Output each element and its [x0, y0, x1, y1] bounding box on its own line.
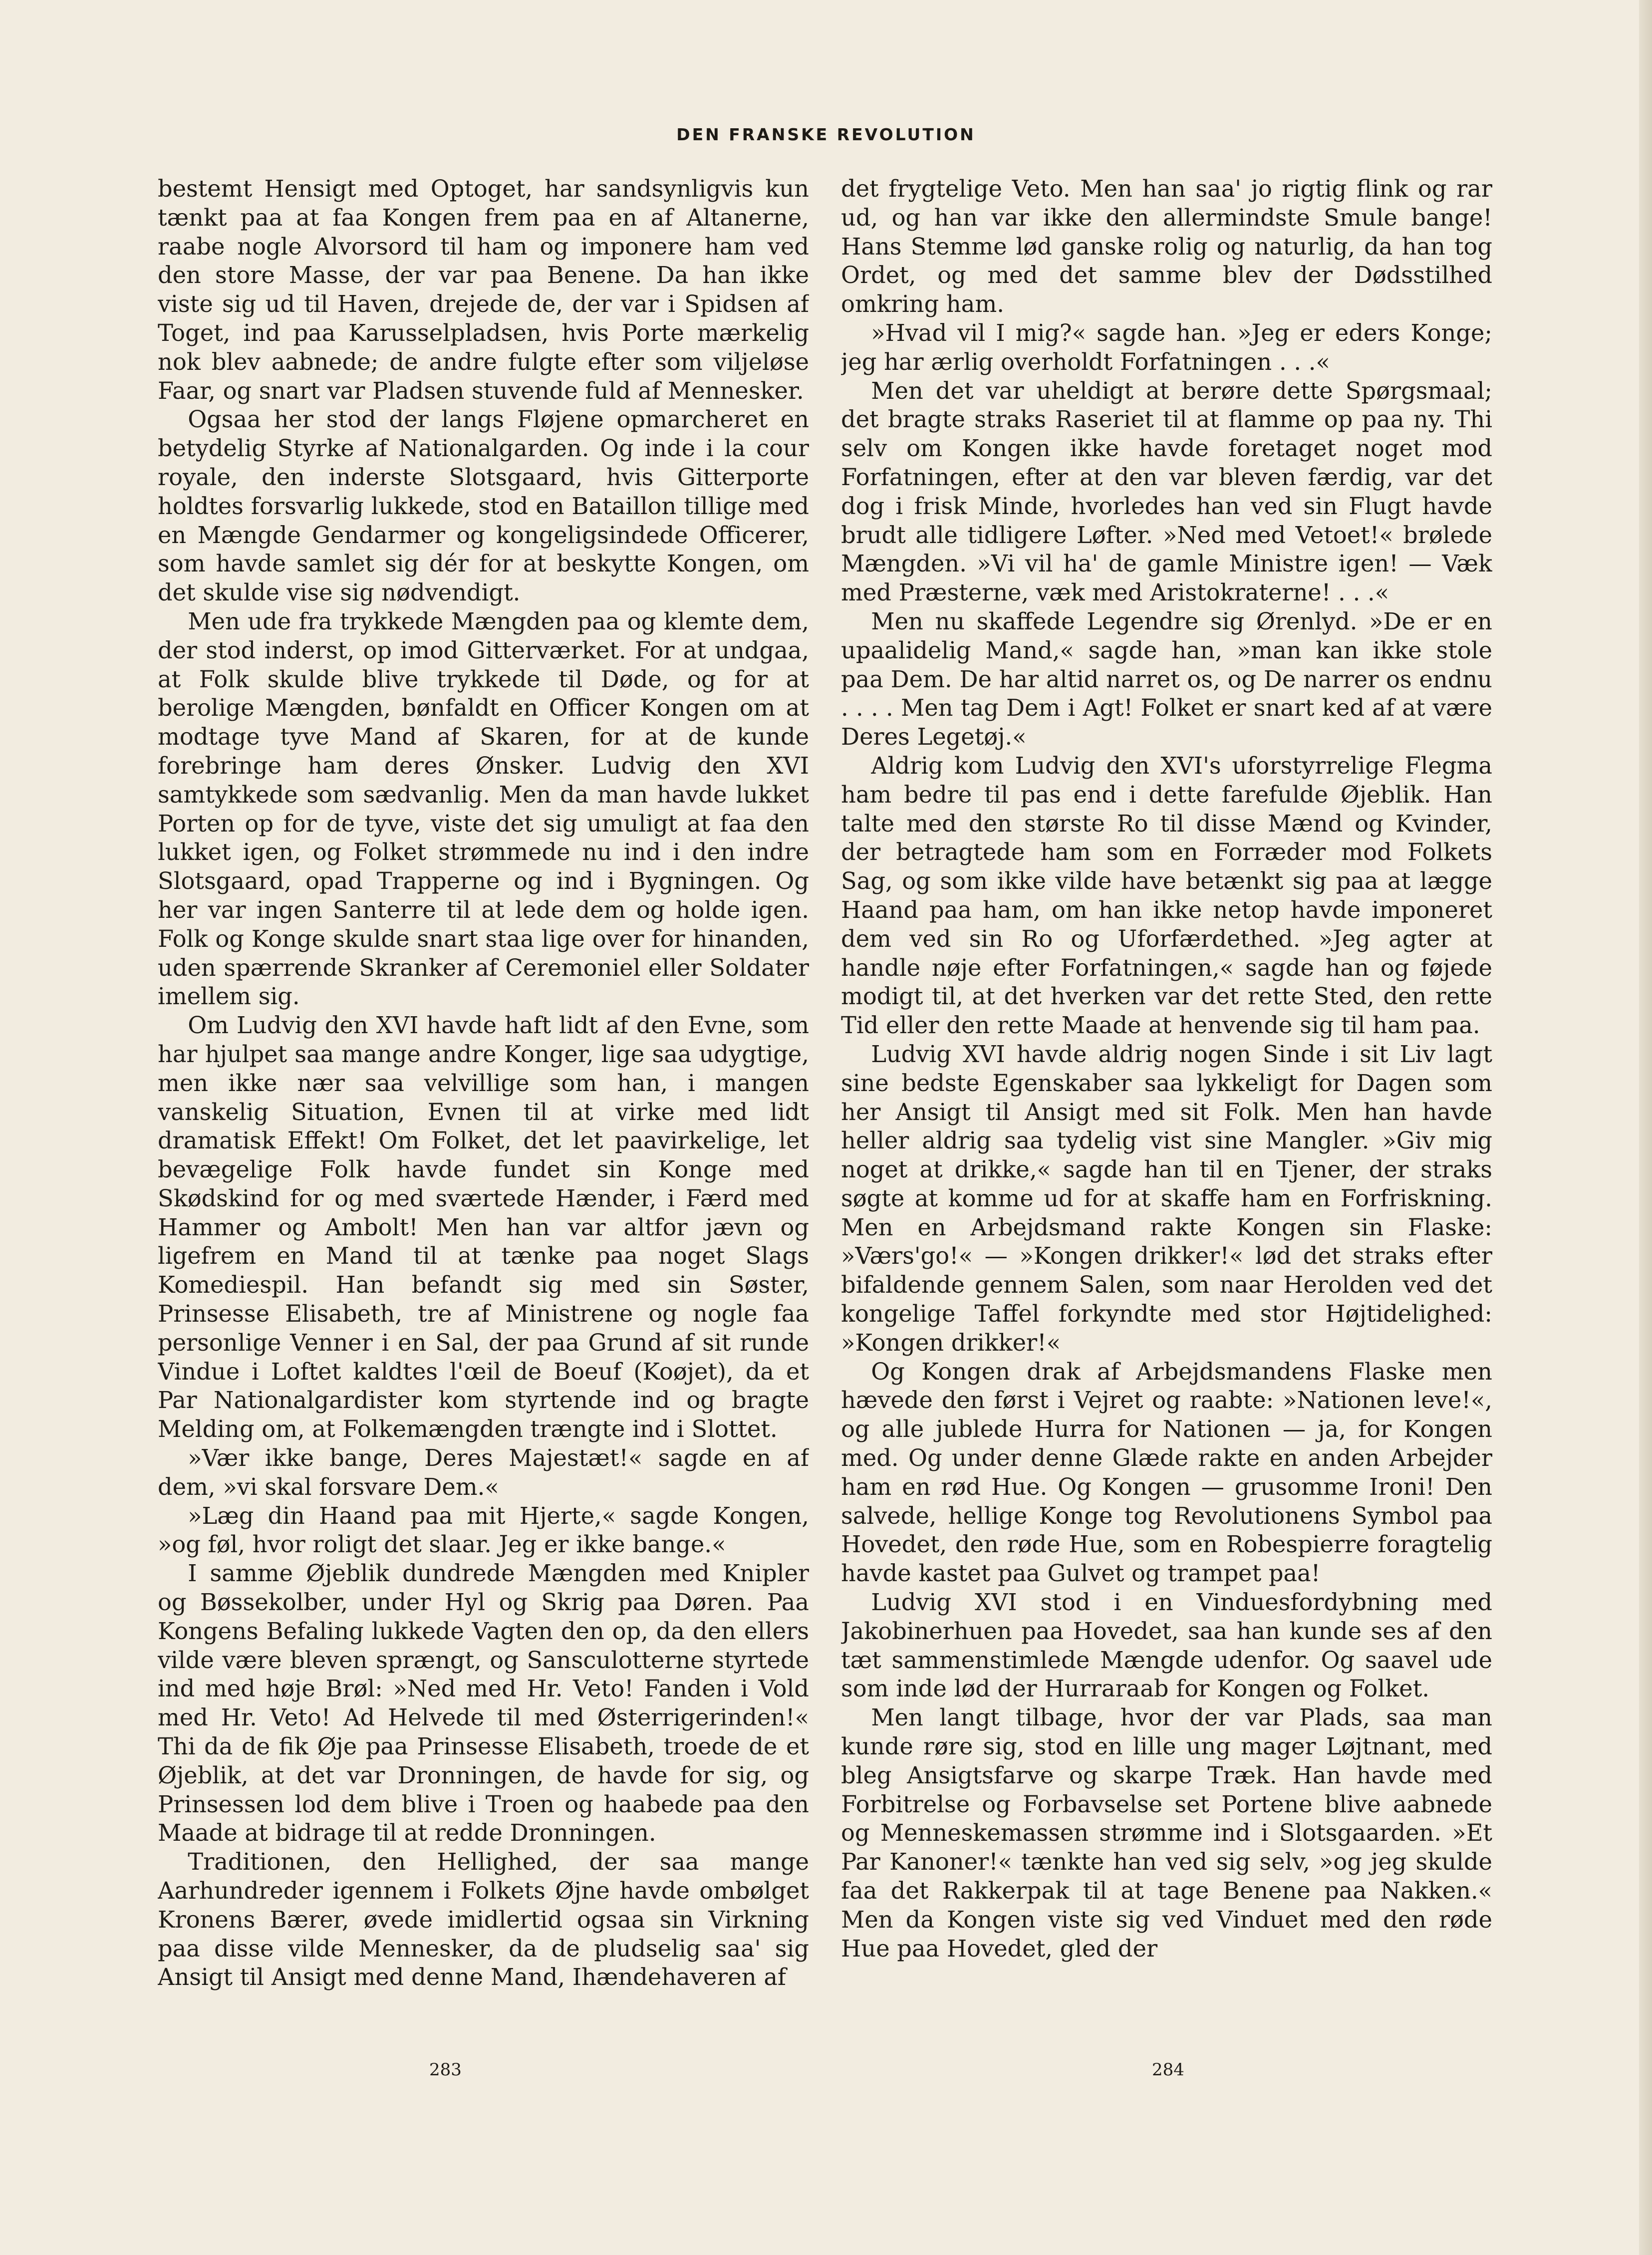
paragraph: bestemt Hensigt med Optoget, har sandsynligvis kun tænkt paa at faa Kongen frem paa en af Altanerne, raabe nogle Alvorsord til ham og imponere ham ved den store Masse, der var paa Benene. Da han ikke viste sig ud til Haven, drejede de, der var i Spidsen af Toget, ind paa Karusselpladsen, hvis Porte mærkelig nok blev aabnede; de andre fulgte efter som viljeløse Faar, og snart var Pladsen stuvende fuld af Mennesker. [158, 175, 809, 404]
paragraph: Men langt tilbage, hvor der var Plads, saa man kunde røre sig, stod en lille ung mager Løjtnant, med bleg Ansigtsfarve og skarpe Træk. Han havde med Forbitrelse og Forbavselse set Portene blive aabnede og Menneskemassen strømme ind i Slotsgaarden. »Et Par Kanoner!« tænkte han ved sig selv, »og jeg skulde faa det Rakkerpak til at tage Benene paa Nakken.« Men da Kongen viste sig ved Vinduet med den røde Hue paa Hovedet, gled der [841, 1704, 1492, 1962]
paragraph: Traditionen, den Hellighed, der saa mange Aarhundreder igennem i Folkets Øjne havde ombølget Kronens Bærer, øvede imidlertid ogsaa sin Virkning paa disse vilde Mennesker, da de pludselig saa' sig Ansigt til Ansigt med denne Mand, Ihændehaveren af [158, 1848, 809, 1991]
right-column [841, 175, 1492, 2021]
paragraph: Men nu skaffede Legendre sig Ørenlyd. »De er en upaalidelig Mand,« sagde han, »man kan ikke stole paa Dem. De har altid narret os, og De narrer os endnu . . . . Men tag Dem i Agt! Folket er snart ked af at være Deres Legetøj.« [841, 607, 1492, 751]
paragraph: Og Kongen drak af Arbejdsmandens Flaske men hævede den først i Vejret og raabte: »Nationen leve!«, og alle jublede Hurra for Nationen — ja, for Kongen med. Og under denne Glæde rakte en anden Arbejder ham en rød Hue. Og Kongen — grusomme Ironi! Den salvede, hellige Konge tog Revolutionens Symbol paa Hovedet, den røde Hue, som en Robespierre foragtelig havde kastet paa Gulvet og trampet paa! [841, 1358, 1492, 1587]
paragraph: »Hvad vil I mig?« sagde han. »Jeg er eders Konge; jeg har ærlig overholdt Forfatningen . . .« [841, 319, 1492, 375]
page-number-right: 284 [1152, 2060, 1184, 2080]
paragraph: Ogsaa her stod der langs Fløjene opmarcheret en betydelig Styrke af Nationalgarden. Og inde i la cour royale, den inderste Slotsgaard, hvis Gitterporte holdtes forsvarlig lukkede, stod en Bataillon tillige med en Mængde Gendarmer og kongeligsindede Officerer, som havde samlet sig dér for at beskytte Kongen, om det skulde vise sig nødvendigt. [158, 406, 809, 606]
paragraph: Ludvig XVI havde aldrig nogen Sinde i sit Liv lagt sine bedste Egenskaber saa lykkeligt for Dagen som her Ansigt til Ansigt med sit Folk. Men han havde heller aldrig saa tydelig vist sine Mangler. »Giv mig noget at drikke,« sagde han til en Tjener, der straks søgte at komme ud for at skaffe ham en Forfriskning. Men en Arbejdsmand rakte Kongen sin Flaske: »Værs'go!« — »Kongen drikker!« lød det straks efter bifaldende gennem Salen, som naar Herolden ved det kongelige Taffel forkyndte med stor Højtidelighed: »Kongen drikker!« [841, 1040, 1492, 1356]
paragraph: Men det var uheldigt at berøre dette Spørgsmaal; det bragte straks Raseriet til at flamme op paa ny. Thi selv om Kongen ikke havde foretaget noget mod Forfatningen, efter at den var bleven færdig, var det dog i frisk Minde, hvorledes han ved sin Flugt havde brudt alle tidligere Løfter. »Ned med Vetoet!« brølede Mængden. »Vi vil ha' de gamle Ministre igen! — Væk med Præsterne, væk med Aristokraterne! . . .« [841, 377, 1492, 606]
paragraph: Ludvig XVI stod i en Vinduesfordybning med Jakobinerhuen paa Hovedet, saa han kunde ses af den tæt sammenstimlede Mængde udenfor. Og saavel ude som inde lød der Hurraraab for Kongen og Folket. [841, 1589, 1492, 1702]
paragraph: Aldrig kom Ludvig den XVI's uforstyrrelige Flegma ham bedre til pas end i dette farefulde Øjeblik. Han talte med den største Ro til disse Mænd og Kvinder, der betragtede ham som en Forræder mod Folkets Sag, og som ikke vilde have betænkt sig paa at lægge Haand paa ham, om han ikke netop havde imponeret dem ved sin Ro og Uforfærdethed. »Jeg agter at handle nøje efter Forfatningen,« sagde han og føjede modigt til, at det hverken var det rette Sted, den rette Tid eller den rette Maade at henvende sig til ham paa. [841, 752, 1492, 1039]
paragraph: det frygtelige Veto. Men han saa' jo rigtig flink og rar ud, og han var ikke den allermindste Smule bange! Hans Stemme lød ganske rolig og naturlig, da han tog Ordet, og med det samme blev der Dødsstilhed omkring ham. [841, 175, 1492, 318]
page-number-left: 283 [429, 2060, 462, 2080]
paragraph: Om Ludvig den XVI havde haft lidt af den Evne, som har hjulpet saa mange andre Konger, lige saa udygtige, men ikke nær saa velvillige som han, i mangen vanskelig Situation, Evnen til at virke med lidt dramatisk Effekt! Om Folket, det let paavirkelige, let bevægelige Folk havde fundet sin Konge med Skødskind for og med sværtede Hænder, i Færd med Hammer og Ambolt! Men han var altfor jævn og ligefrem en Mand til at tænke paa noget Slags Komediespil. Han befandt sig med sin Søster, Prinsesse Elisabeth, tre af Ministrene og nogle faa personlige Venner i en Sal, der paa Grund af sit runde Vindue i Loftet kaldtes l'œil de Boeuf (Koøjet), da et Par Nationalgardister kom styrtende ind og bragte Melding om, at Folkemængden trængte ind i Slottet. [158, 1012, 809, 1443]
running-header: DEN FRANSKE REVOLUTION [676, 125, 976, 144]
left-column [158, 175, 809, 2021]
paragraph: Men ude fra trykkede Mængden paa og klemte dem, der stod inderst, op imod Gitterværket. For at undgaa, at Folk skulde blive trykkede til Døde, og for at berolige Mængden, bønfaldt en Officer Kongen om at modtage tyve Mand af Skaren, for at de kunde forebringe ham deres Ønsker. Ludvig den XVI samtykkede som sædvanlig. Men da man havde lukket Porten op for de tyve, viste det sig umuligt at faa den lukket igen, og Folket strømmede nu ind i den indre Slotsgaard, opad Trapperne og ind i Bygningen. Og her var ingen Santerre til at lede dem og holde igen. Folk og Konge skulde snart staa lige over for hinanden, uden spærrende Skranker af Ceremoniel eller Soldater imellem sig. [158, 607, 809, 1010]
paragraph: »Læg din Haand paa mit Hjerte,« sagde Kongen, »og føl, hvor roligt det slaar. Jeg er ikke bange.« [158, 1502, 809, 1558]
page-edge [1639, 0, 1652, 2255]
paragraph: »Vær ikke bange, Deres Majestæt!« sagde en af dem, »vi skal forsvare Dem.« [158, 1444, 809, 1500]
paragraph: I samme Øjeblik dundrede Mængden med Knipler og Bøssekolber, under Hyl og Skrig paa Døren. Paa Kongens Befaling lukkede Vagten den op, da den ellers vilde være bleven sprængt, og Sansculotterne styrtede ind med høje Brøl: »Ned med Hr. Veto! Fanden i Vold med Hr. Veto! Ad Helvede til med Østerrigerinden!« Thi da de fik Øje paa Prinsesse Elisabeth, troede de et Øjeblik, at det var Dronningen, de havde for sig, og Prinsessen lod dem blive i Troen og haabede paa den Maade at bidrage til at redde Dronningen. [158, 1560, 809, 1847]
